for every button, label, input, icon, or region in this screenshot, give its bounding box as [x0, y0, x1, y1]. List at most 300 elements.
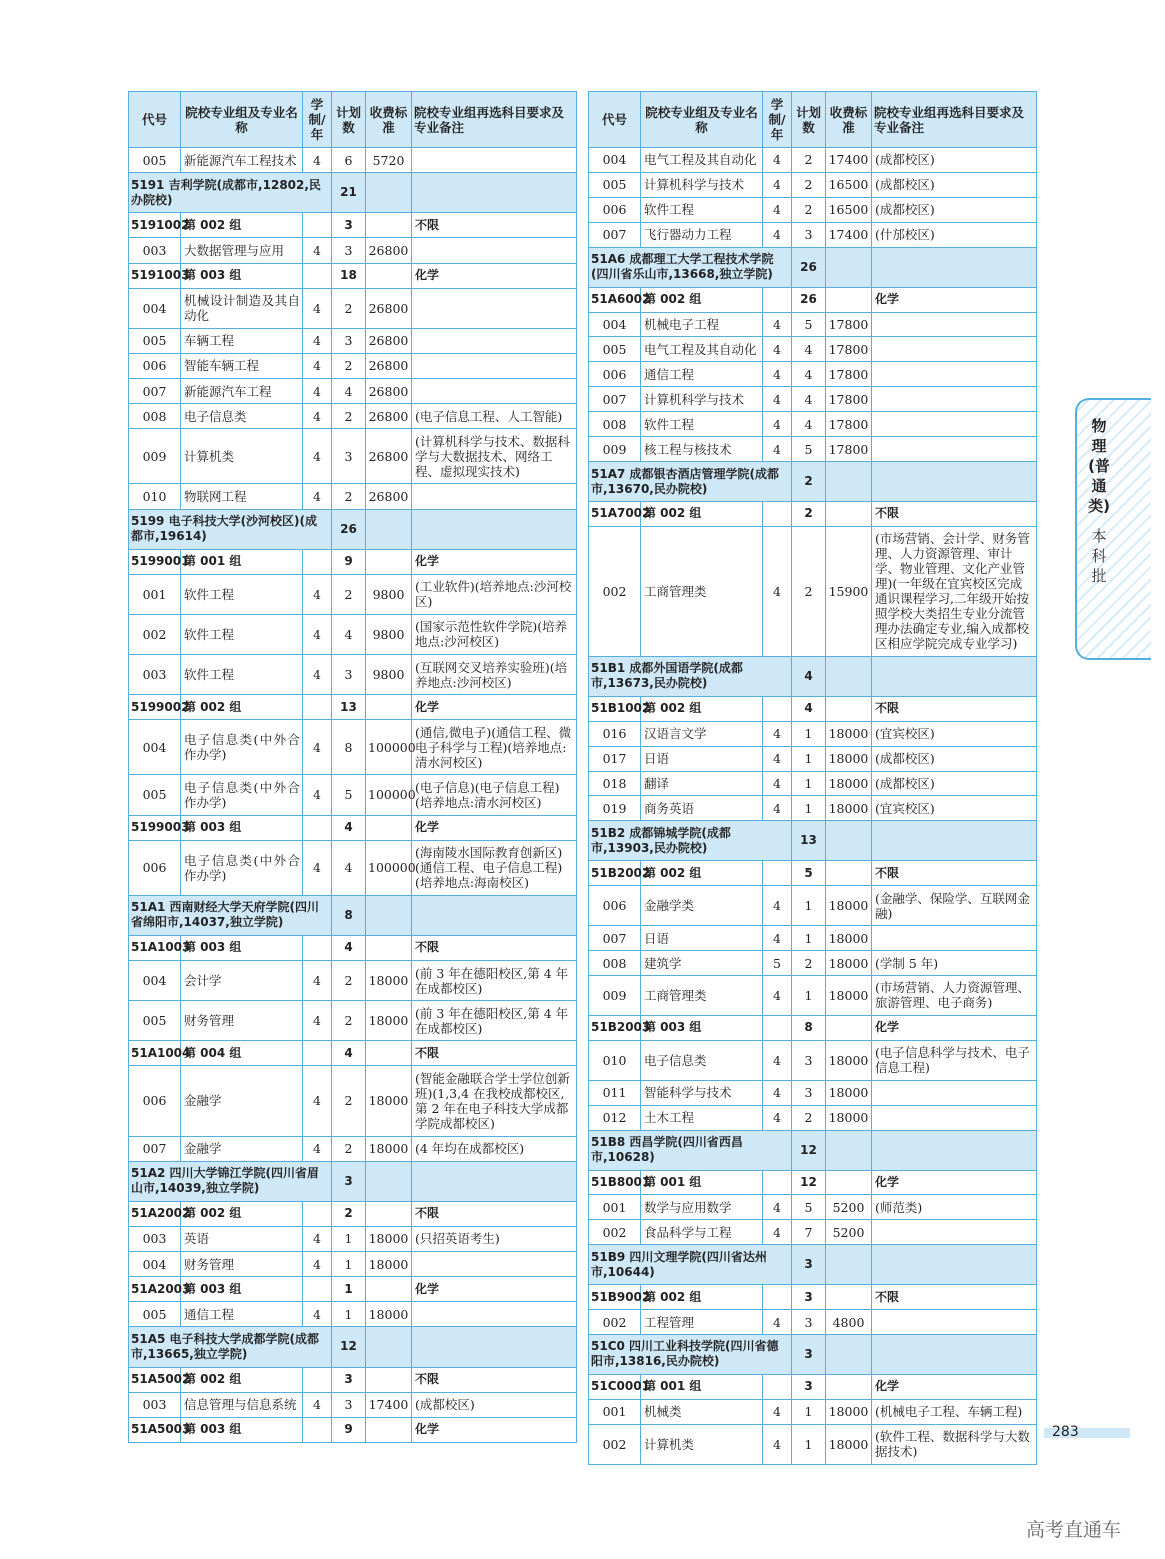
years-cell	[763, 1170, 792, 1195]
major-row	[589, 362, 1037, 387]
major-name: 日语	[641, 746, 763, 771]
plan-count: 4	[792, 412, 826, 437]
school-row	[129, 1327, 577, 1367]
school-row	[129, 1161, 577, 1201]
major-row	[589, 412, 1037, 437]
note-cell	[412, 509, 577, 549]
group-row	[129, 935, 577, 960]
note-cell	[412, 1161, 577, 1201]
years-cell: 4	[763, 746, 792, 771]
header-fee: 收费标准	[826, 92, 872, 148]
group-name: 第 003 组	[181, 263, 303, 288]
major-code: 006	[129, 353, 181, 378]
major-name: 通信工程	[641, 362, 763, 387]
major-code: 007	[589, 222, 641, 247]
note-cell: (前 3 年在德阳校区,第 4 年在成都校区)	[412, 961, 577, 1001]
years-cell: 4	[763, 1040, 792, 1080]
fee-cell: 5200	[826, 1195, 872, 1220]
major-code: 002	[589, 526, 641, 656]
plan-count: 3	[332, 328, 366, 353]
plan-count: 1	[792, 926, 826, 951]
major-code: 007	[129, 1136, 181, 1161]
major-name: 软件工程	[641, 197, 763, 222]
major-code: 006	[129, 840, 181, 895]
plan-count: 3	[332, 238, 366, 263]
years-cell	[763, 696, 792, 721]
major-name: 电子信息类	[641, 1040, 763, 1080]
years-cell	[303, 213, 332, 238]
subject-requirement: 不限	[872, 501, 1037, 526]
fee-cell	[826, 696, 872, 721]
group-name: 第 002 组	[641, 696, 763, 721]
fee-cell	[366, 695, 412, 720]
years-cell	[303, 1201, 332, 1226]
school-name: 5199 电子科技大学(沙河校区)(成都市,19614)	[129, 509, 332, 549]
plan-count: 3	[792, 1374, 826, 1399]
plan-count: 2	[792, 197, 826, 222]
fee-cell	[826, 462, 872, 502]
header-years: 学制/年	[303, 92, 332, 148]
group-name: 第 003 组	[181, 815, 303, 840]
years-cell: 4	[303, 961, 332, 1001]
subject-requirement: 不限	[872, 1285, 1037, 1310]
plan-count: 3	[792, 1040, 826, 1080]
subject-requirement: 化学	[872, 1015, 1037, 1040]
subject-requirement: 化学	[412, 1277, 577, 1302]
group-row	[129, 1277, 577, 1302]
group-row	[589, 1374, 1037, 1399]
major-name: 工商管理类	[641, 975, 763, 1015]
plan-count: 12	[792, 1130, 826, 1170]
major-row	[129, 484, 577, 509]
header-fee: 收费标准	[366, 92, 412, 148]
major-row	[129, 1392, 577, 1417]
note-cell: (通信,微电子)(通信工程、微电子科学与工程)(培养地点:清水河校区)	[412, 720, 577, 775]
subject-requirement: 不限	[412, 935, 577, 960]
years-cell: 4	[763, 412, 792, 437]
plan-count: 4	[332, 614, 366, 654]
plan-count: 3	[332, 1367, 366, 1392]
major-code: 008	[589, 951, 641, 976]
group-code: 51A1003	[129, 935, 181, 960]
school-row	[589, 1130, 1037, 1170]
years-cell: 4	[763, 387, 792, 412]
plan-count: 4	[332, 840, 366, 895]
subject-requirement: 化学	[872, 1374, 1037, 1399]
group-name: 第 003 组	[641, 1015, 763, 1040]
major-name: 电子信息类(中外合作办学)	[181, 720, 303, 775]
header-plan: 计划数	[332, 92, 366, 148]
fee-cell: 18000	[826, 1080, 872, 1105]
group-row	[589, 1170, 1037, 1195]
years-cell: 4	[763, 796, 792, 821]
fee-cell	[826, 1015, 872, 1040]
note-cell	[872, 1310, 1037, 1335]
major-name: 财务管理	[181, 1252, 303, 1277]
years-cell: 4	[763, 222, 792, 247]
note-cell: (海南陵水国际教育创新区)(通信工程、电子信息工程)(培养地点:海南校区)	[412, 840, 577, 895]
years-cell	[303, 1417, 332, 1442]
major-code: 009	[589, 437, 641, 462]
note-cell: (4 年均在成都校区)	[412, 1136, 577, 1161]
major-row	[589, 197, 1037, 222]
major-code: 008	[589, 412, 641, 437]
major-row	[589, 1310, 1037, 1335]
years-cell: 4	[303, 574, 332, 614]
subject-requirement: 化学	[872, 287, 1037, 312]
years-cell: 4	[763, 1080, 792, 1105]
major-code: 002	[129, 614, 181, 654]
note-cell	[872, 462, 1037, 502]
major-code: 006	[589, 886, 641, 926]
subject-requirement: 不限	[412, 1201, 577, 1226]
school-row	[589, 1335, 1037, 1375]
major-name: 机械类	[641, 1399, 763, 1424]
note-cell	[872, 926, 1037, 951]
group-code: 51B2002	[589, 861, 641, 886]
major-code: 005	[129, 1302, 181, 1327]
school-name: 51B1 成都外国语学院(成都市,13673,民办院校)	[589, 656, 792, 696]
major-code: 002	[589, 1424, 641, 1464]
note-cell: (金融学、保险学、互联网金融)	[872, 886, 1037, 926]
note-cell: (机械电子工程、车辆工程)	[872, 1399, 1037, 1424]
school-row	[589, 247, 1037, 287]
major-name: 智能车辆工程	[181, 353, 303, 378]
plan-count: 3	[792, 1285, 826, 1310]
major-row	[589, 771, 1037, 796]
years-cell: 4	[303, 429, 332, 484]
group-row	[129, 815, 577, 840]
fee-cell: 18000	[826, 721, 872, 746]
group-code: 51A7002	[589, 501, 641, 526]
header-code: 代号	[129, 92, 181, 148]
school-name: 51B9 四川文理学院(四川省达州市,10644)	[589, 1245, 792, 1285]
fee-cell: 18000	[366, 1001, 412, 1041]
years-cell	[763, 861, 792, 886]
major-code: 001	[589, 1399, 641, 1424]
note-cell	[412, 353, 577, 378]
years-cell: 4	[303, 1392, 332, 1417]
major-name: 食品科学与工程	[641, 1220, 763, 1245]
years-cell: 4	[763, 172, 792, 197]
plan-count: 4	[332, 815, 366, 840]
note-cell: (什邡校区)	[872, 222, 1037, 247]
years-cell: 4	[303, 379, 332, 404]
note-cell: (成都校区)	[872, 746, 1037, 771]
major-code: 010	[129, 484, 181, 509]
years-cell: 4	[303, 1001, 332, 1041]
note-cell: (宜宾校区)	[872, 721, 1037, 746]
major-name: 信息管理与信息系统	[181, 1392, 303, 1417]
major-name: 汉语言文学	[641, 721, 763, 746]
major-row	[589, 1399, 1037, 1424]
major-name: 商务英语	[641, 796, 763, 821]
fee-cell: 18000	[366, 1226, 412, 1251]
major-row	[589, 1424, 1037, 1464]
note-cell	[412, 484, 577, 509]
note-cell: (宜宾校区)	[872, 796, 1037, 821]
major-name: 软件工程	[181, 655, 303, 695]
group-row	[589, 1015, 1037, 1040]
major-name: 日语	[641, 926, 763, 951]
plan-count: 3	[792, 1245, 826, 1285]
fee-cell	[366, 263, 412, 288]
note-cell: (智能金融联合学士学位创新班)(1,3,4 在我校成都校区,第 2 年在电子科技大学成都学院成都校区)	[412, 1066, 577, 1136]
note-cell	[872, 437, 1037, 462]
fee-cell	[366, 1417, 412, 1442]
note-cell	[412, 379, 577, 404]
fee-cell: 18000	[826, 771, 872, 796]
major-name: 软件工程	[641, 412, 763, 437]
major-code: 006	[589, 197, 641, 222]
major-name: 计算机科学与技术	[641, 387, 763, 412]
fee-cell: 9800	[366, 574, 412, 614]
years-cell: 4	[303, 840, 332, 895]
major-row	[129, 288, 577, 328]
note-cell	[412, 1302, 577, 1327]
years-cell	[303, 815, 332, 840]
years-cell: 4	[763, 1399, 792, 1424]
plan-count: 18	[332, 263, 366, 288]
major-row	[589, 222, 1037, 247]
major-name: 软件工程	[181, 614, 303, 654]
years-cell: 4	[763, 312, 792, 337]
years-cell: 4	[303, 1302, 332, 1327]
note-cell: (师范类)	[872, 1195, 1037, 1220]
school-name: 51C0 四川工业科技学院(四川省德阳市,13816,民办院校)	[589, 1335, 792, 1375]
fee-cell	[366, 173, 412, 213]
major-row	[129, 1226, 577, 1251]
plan-count: 2	[792, 526, 826, 656]
major-name: 智能科学与技术	[641, 1080, 763, 1105]
note-cell: (成都校区)	[872, 172, 1037, 197]
major-code: 005	[589, 172, 641, 197]
major-row	[129, 148, 577, 173]
major-name: 计算机类	[181, 429, 303, 484]
major-code: 010	[589, 1040, 641, 1080]
major-row	[129, 379, 577, 404]
group-name: 第 002 组	[181, 1367, 303, 1392]
major-code: 005	[129, 148, 181, 173]
note-cell: (电子信息)(电子信息工程)(培养地点:清水河校区)	[412, 775, 577, 815]
years-cell: 4	[303, 1136, 332, 1161]
major-row	[589, 387, 1037, 412]
note-cell	[412, 328, 577, 353]
plan-count: 5	[792, 861, 826, 886]
group-row	[589, 696, 1037, 721]
header-code: 代号	[589, 92, 641, 148]
watermark: 高考直通车	[1026, 1519, 1122, 1541]
fee-cell: 9800	[366, 614, 412, 654]
major-code: 004	[129, 720, 181, 775]
major-name: 通信工程	[181, 1302, 303, 1327]
major-name: 建筑学	[641, 951, 763, 976]
plan-count: 2	[332, 1066, 366, 1136]
fee-cell: 18000	[366, 1302, 412, 1327]
years-cell	[763, 1015, 792, 1040]
years-cell: 4	[763, 771, 792, 796]
major-code: 007	[129, 379, 181, 404]
major-row	[589, 337, 1037, 362]
group-code: 5191002	[129, 213, 181, 238]
major-code: 005	[129, 1001, 181, 1041]
fee-cell: 17400	[826, 222, 872, 247]
group-code: 51C0001	[589, 1374, 641, 1399]
major-name: 金融学	[181, 1066, 303, 1136]
major-code: 007	[589, 387, 641, 412]
fee-cell: 18000	[826, 746, 872, 771]
fee-cell: 18000	[826, 951, 872, 976]
major-row	[129, 328, 577, 353]
group-code: 51B1002	[589, 696, 641, 721]
fee-cell: 26800	[366, 379, 412, 404]
enrollment-table-left	[128, 91, 577, 1443]
group-code: 5199001	[129, 549, 181, 574]
fee-cell	[826, 501, 872, 526]
category-side-tab	[1075, 398, 1151, 660]
fee-cell	[826, 1335, 872, 1375]
major-name: 土木工程	[641, 1105, 763, 1130]
school-row	[589, 462, 1037, 502]
major-code: 004	[589, 148, 641, 173]
group-name: 第 002 组	[181, 1201, 303, 1226]
major-code: 003	[129, 1392, 181, 1417]
major-row	[129, 720, 577, 775]
group-row	[589, 1285, 1037, 1310]
note-cell: (成都校区)	[872, 771, 1037, 796]
fee-cell	[366, 815, 412, 840]
years-cell: 5	[763, 951, 792, 976]
plan-count: 2	[332, 484, 366, 509]
group-code: 51A5002	[129, 1367, 181, 1392]
group-name: 第 003 组	[181, 1277, 303, 1302]
years-cell: 4	[303, 1226, 332, 1251]
header-name: 院校专业组及专业名称	[641, 92, 763, 148]
major-name: 物联网工程	[181, 484, 303, 509]
fee-cell: 17400	[366, 1392, 412, 1417]
years-cell	[763, 287, 792, 312]
fee-cell: 26800	[366, 404, 412, 429]
subject-requirement: 化学	[412, 263, 577, 288]
group-name: 第 003 组	[181, 1417, 303, 1442]
plan-count: 1	[332, 1252, 366, 1277]
fee-cell	[826, 247, 872, 287]
school-name: 51A1 西南财经大学天府学院(四川省绵阳市,14037,独立学院)	[129, 895, 332, 935]
major-row	[589, 1040, 1037, 1080]
major-name: 大数据管理与应用	[181, 238, 303, 263]
plan-count: 7	[792, 1220, 826, 1245]
group-name: 第 003 组	[181, 935, 303, 960]
note-cell: (国家示范性软件学院)(培养地点:沙河校区)	[412, 614, 577, 654]
years-cell	[303, 549, 332, 574]
plan-count: 1	[332, 1302, 366, 1327]
plan-count: 8	[332, 895, 366, 935]
plan-count: 5	[792, 437, 826, 462]
note-cell	[412, 238, 577, 263]
note-cell: (前 3 年在德阳校区,第 4 年在成都校区)	[412, 1001, 577, 1041]
fee-cell: 17800	[826, 312, 872, 337]
plan-count: 1	[332, 1277, 366, 1302]
category-subtitle: 本科批	[1091, 527, 1107, 585]
plan-count: 4	[332, 1041, 366, 1066]
major-code: 003	[129, 238, 181, 263]
plan-count: 2	[332, 1136, 366, 1161]
fee-cell	[366, 895, 412, 935]
fee-cell	[366, 1327, 412, 1367]
years-cell: 4	[763, 721, 792, 746]
plan-count: 1	[792, 886, 826, 926]
major-code: 011	[589, 1080, 641, 1105]
fee-cell	[366, 213, 412, 238]
years-cell	[763, 501, 792, 526]
major-row	[129, 1001, 577, 1041]
major-row	[589, 926, 1037, 951]
fee-cell	[826, 656, 872, 696]
major-name: 电子信息类	[181, 404, 303, 429]
plan-count: 1	[792, 1424, 826, 1464]
major-row	[589, 437, 1037, 462]
header-plan: 计划数	[792, 92, 826, 148]
years-cell: 4	[303, 775, 332, 815]
note-cell	[872, 656, 1037, 696]
fee-cell: 17800	[826, 387, 872, 412]
group-code: 51B2003	[589, 1015, 641, 1040]
note-cell	[412, 288, 577, 328]
major-code: 005	[129, 775, 181, 815]
group-code: 51A5003	[129, 1417, 181, 1442]
major-code: 006	[129, 1066, 181, 1136]
years-cell: 4	[763, 437, 792, 462]
plan-count: 4	[792, 337, 826, 362]
school-row	[129, 173, 577, 213]
years-cell: 4	[763, 975, 792, 1015]
major-name: 财务管理	[181, 1001, 303, 1041]
major-code: 004	[129, 1252, 181, 1277]
subject-requirement: 不限	[412, 1041, 577, 1066]
group-row	[589, 287, 1037, 312]
note-cell: (互联网交叉培养实验班)(培养地点:沙河校区)	[412, 655, 577, 695]
major-name: 英语	[181, 1226, 303, 1251]
fee-cell: 16500	[826, 172, 872, 197]
note-cell: (成都校区)	[872, 197, 1037, 222]
plan-count: 2	[332, 961, 366, 1001]
major-name: 工程管理	[641, 1310, 763, 1335]
major-name: 核工程与核技术	[641, 437, 763, 462]
fee-cell	[826, 287, 872, 312]
major-name: 软件工程	[181, 574, 303, 614]
fee-cell: 18000	[826, 1040, 872, 1080]
group-code: 51A2003	[129, 1277, 181, 1302]
major-code: 007	[589, 926, 641, 951]
group-name: 第 001 组	[181, 549, 303, 574]
major-name: 电子信息类(中外合作办学)	[181, 840, 303, 895]
group-name: 第 002 组	[641, 287, 763, 312]
major-code: 002	[589, 1310, 641, 1335]
plan-count: 4	[792, 696, 826, 721]
school-name: 51A6 成都理工大学工程技术学院(四川省乐山市,13668,独立学院)	[589, 247, 792, 287]
subject-requirement: 化学	[412, 815, 577, 840]
group-code: 5191003	[129, 263, 181, 288]
note-cell	[872, 337, 1037, 362]
fee-cell	[366, 549, 412, 574]
fee-cell: 18000	[366, 1136, 412, 1161]
major-name: 新能源汽车工程	[181, 379, 303, 404]
plan-count: 12	[332, 1327, 366, 1367]
plan-count: 1	[792, 796, 826, 821]
major-row	[129, 238, 577, 263]
plan-count: 2	[332, 404, 366, 429]
school-name: 51A5 电子科技大学成都学院(成都市,13665,独立学院)	[129, 1327, 332, 1367]
